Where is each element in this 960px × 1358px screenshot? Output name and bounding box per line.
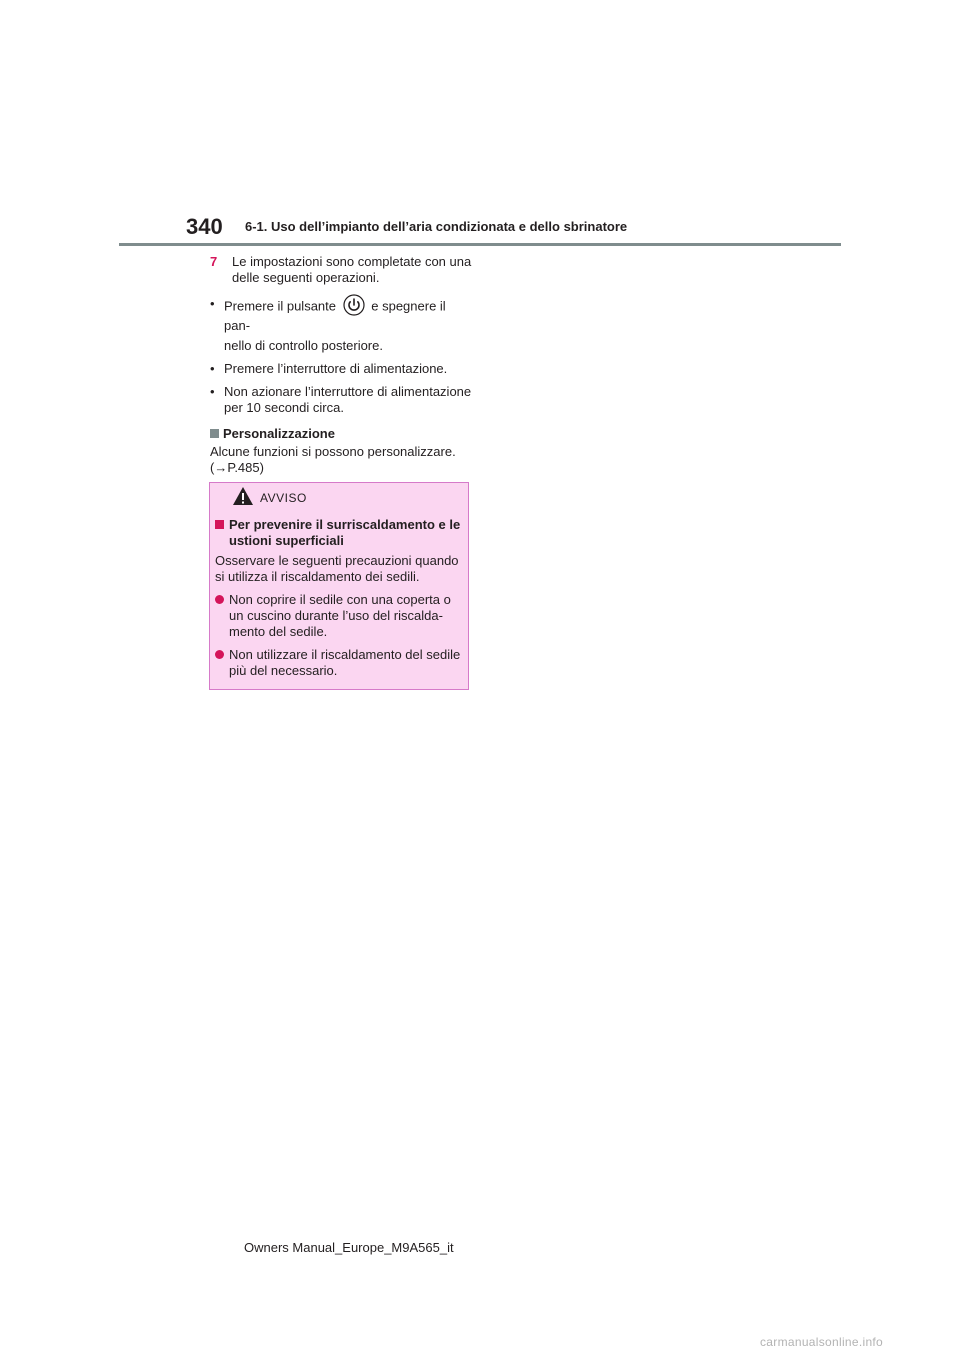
personalization-text: Alcune funzioni si possono personalizzare. [210,444,456,459]
square-bullet-icon [210,429,219,438]
warning-heading-text: Per prevenire il surriscaldamento e le ustioni superficiali [229,517,461,548]
bullet-item-2 [210,361,472,377]
footer-manual-id: Owners Manual_Europe_M9A565_it [244,1240,454,1255]
warning-header [210,483,468,511]
power-icon [343,294,365,316]
warning-item-1 [215,592,463,640]
warning-body [210,511,468,689]
step-number: 7 [210,254,218,269]
personalization-ref-link[interactable]: (→P.485) [210,460,264,475]
bullet-item-3 [210,384,472,416]
bullet-item-1 [210,296,472,354]
step-text: Le impostazioni sono completate con una delle seguenti operazioni. [232,254,472,285]
warning-item-2-text: Non utilizzare il riscaldamento del sedile più del necessario. [229,647,461,678]
bullet-1-continuation: nello di controllo posteriore. [224,338,383,353]
personalization-heading [210,426,472,442]
warning-title: AVVISO [260,491,307,505]
watermark: carmanualsonline.info [760,1335,884,1349]
bullet-2-text: Premere l’interruttore di alimentazione. [224,361,448,376]
page-number: 340 [186,214,223,239]
section-title: 6-1. Uso dell’impianto dell’aria condizionata e dello sbrinatore [245,219,628,234]
bullet-1-text-before: Premere il pulsante [224,298,336,314]
circle-bullet-icon [215,650,224,659]
circle-bullet-icon [215,595,224,604]
warning-item-2 [215,647,463,679]
personalization-heading-text: Personalizzazione [223,426,335,441]
warning-box [209,482,469,690]
warning-item-1-text: Non coprire il sedile con una coperta o un cuscino durante l’uso del riscalda-mento del sedile. [229,592,451,639]
warning-triangle-icon [232,486,254,506]
bullet-1-text-after: e spegnere il pan- [224,298,446,333]
square-bullet-icon [215,520,224,529]
warning-intro: Osservare le seguenti precauzioni quando si utilizza il riscaldamento dei sedili. [215,553,459,584]
bullet-marker: • [210,384,215,399]
bullet-3-text: Non azionare l’interruttore di alimentazione per 10 secondi circa. [224,384,472,415]
bullet-marker: • [210,361,215,376]
bullet-marker: • [210,296,215,311]
warning-heading [215,517,463,549]
header-rule [119,243,841,246]
main-content [210,254,472,476]
step-7 [210,254,472,286]
